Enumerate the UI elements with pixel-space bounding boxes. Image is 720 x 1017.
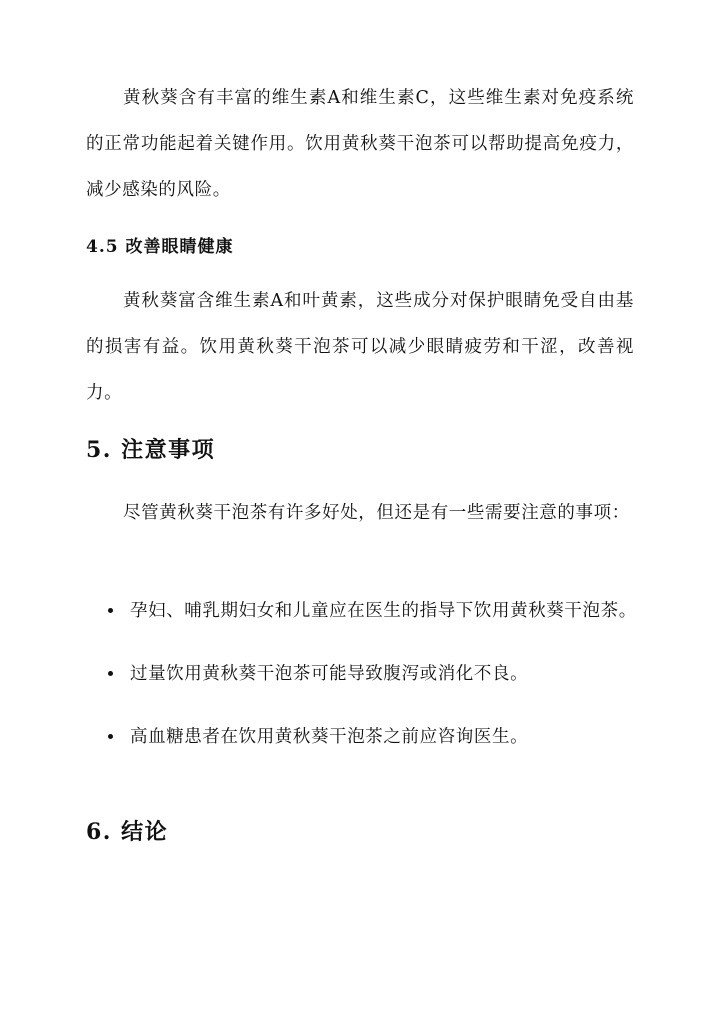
bullet-icon (108, 671, 113, 676)
list-item-text: 过量饮用黄秋葵干泡茶可能导致腹泻或消化不良。 (130, 664, 529, 684)
list-item (86, 588, 646, 634)
list-item (86, 714, 646, 760)
section-5-heading: 5. 注意事项 (86, 437, 216, 463)
list-item-text: 孕妇、哺乳期妇女和儿童应在医生的指导下饮用黄秋葵干泡茶。 (130, 601, 637, 621)
bullet-icon (108, 608, 113, 613)
list-item (86, 651, 646, 697)
bullet-icon (108, 734, 113, 739)
section-4-5-heading: 4.5 改善眼睛健康 (86, 237, 234, 257)
precautions-intro: 尽管黄秋葵干泡茶有许多好处，但还是有一些需要注意的事项： (123, 503, 630, 523)
immunity-paragraph: 黄秋葵含有丰富的维生素A和维生素C，这些维生素对免疫系统的正常功能起着关键作用。饮用黄秋葵干泡茶可以帮助提高免疫力，减少感染的风险。 (86, 88, 634, 200)
list-item-text: 高血糖患者在饮用黄秋葵干泡茶之前应咨询医生。 (130, 727, 529, 747)
section-6-heading: 6. 结论 (86, 819, 169, 845)
precautions-list (86, 588, 646, 760)
eye-health-paragraph: 黄秋葵富含维生素A和叶黄素，这些成分对保护眼睛免受自由基的损害有益。饮用黄秋葵干泡茶可以减少眼睛疲劳和干涩，改善视力。 (86, 291, 634, 403)
